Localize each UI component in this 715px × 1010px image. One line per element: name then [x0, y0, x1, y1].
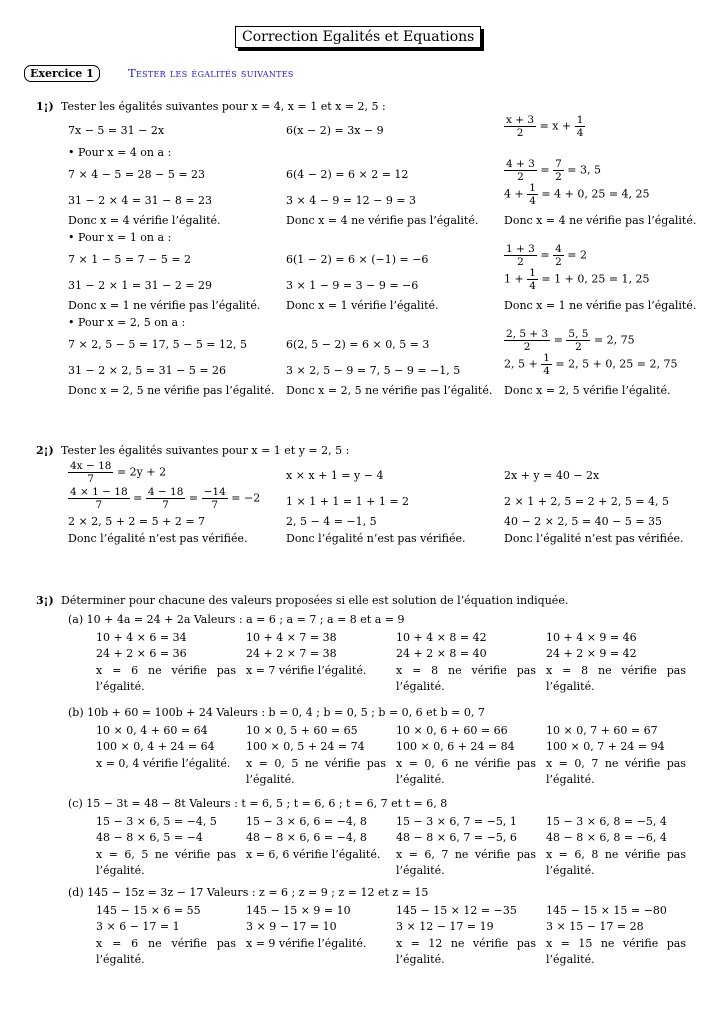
fraction-denominator: 7 [211, 499, 219, 511]
case-b-conclusion: Donc x = 1 vérifie l’égalité. [286, 299, 439, 312]
part-line1: 15 − 3 × 6, 7 = −5, 1 [396, 815, 517, 828]
fraction-denominator: 7 [95, 499, 103, 511]
fraction-numerator: 4 × 1 − 18 [70, 486, 128, 498]
part-line2: 48 − 8 × 6, 8 = −6, 4 [546, 831, 667, 844]
fraction-denominator: 2 [555, 256, 562, 268]
case-intro: • Pour x = 2, 5 on a : [68, 316, 186, 329]
fraction-denominator: 7 [162, 499, 169, 511]
part-line1: 10 × 0, 6 + 60 = 66 [396, 724, 508, 737]
fraction-numerator: 1 [529, 267, 536, 279]
equation-text: 1 + [504, 272, 524, 286]
part-conclusion: x = 8 ne vérifie pas l’égalité. [546, 664, 686, 693]
equals-sign: = [540, 248, 550, 262]
part-line2: 3 × 9 − 17 = 10 [246, 920, 337, 933]
case-intro: • Pour x = 4 on a : [68, 146, 172, 159]
part-line2: 3 × 15 − 17 = 28 [546, 920, 644, 933]
case-b-line1: 6(2, 5 − 2) = 6 × 0, 5 = 3 [286, 338, 430, 351]
q2-a-conclusion: Donc l’égalité n’est pas vérifiée. [68, 532, 248, 545]
part-line1: 10 × 0, 7 + 60 = 67 [546, 724, 658, 737]
fraction-numerator: x + 3 [506, 114, 535, 126]
fraction-numerator: 4 + 3 [506, 158, 535, 170]
equals-sign: = [133, 491, 143, 505]
fraction [504, 158, 537, 183]
part-line1: 145 − 15 × 15 = −80 [546, 904, 667, 917]
case-b-line1: 6(4 − 2) = 6 × 2 = 12 [286, 168, 409, 181]
q1-equation-c [504, 114, 585, 139]
fraction-denominator: 2 [516, 127, 524, 139]
equation-text: = 2 [567, 248, 587, 262]
part-line2: 3 × 12 − 17 = 19 [396, 920, 494, 933]
part-line2: 100 × 0, 4 + 24 = 64 [96, 740, 215, 753]
part-conclusion: x = 12 ne vérifie pas l’égalité. [396, 937, 536, 966]
exercise-title: Tester les égalités suivantes [128, 66, 294, 80]
part-conclusion: x = 15 ne vérifie pas l’égalité. [546, 937, 686, 966]
part-line2: 24 + 2 × 8 = 40 [396, 647, 487, 660]
part-conclusion: x = 0, 5 ne vérifie pas l’égalité. [246, 757, 386, 786]
part-line2: 100 × 0, 6 + 24 = 84 [396, 740, 515, 753]
exercise-label: Exercice 1 [24, 65, 100, 82]
case-b-line2: 3 × 4 − 9 = 12 − 9 = 3 [286, 194, 417, 207]
case-b-line2: 3 × 2, 5 − 9 = 7, 5 − 9 = −1, 5 [286, 364, 461, 377]
part-line2: 100 × 0, 7 + 24 = 94 [546, 740, 665, 753]
fraction [504, 328, 550, 353]
fraction-denominator: 4 [576, 127, 584, 139]
part-conclusion: x = 6, 7 ne vérifie pas l’égalité. [396, 848, 536, 877]
fraction-denominator: 4 [529, 195, 536, 207]
q2-b-conclusion: Donc l’égalité n’est pas vérifiée. [286, 532, 466, 545]
q2-a-line1 [68, 486, 260, 511]
q1-equation-b: 6(x − 2) = 3x − 9 [286, 124, 384, 137]
part-conclusion: x = 6, 5 ne vérifie pas l’égalité. [96, 848, 236, 877]
case-b-line2: 3 × 1 − 9 = 3 − 9 = −6 [286, 279, 419, 292]
part-conclusion: x = 9 vérifie l’égalité. [246, 937, 367, 950]
q2-c-line1: 2 × 1 + 2, 5 = 2 + 2, 5 = 4, 5 [504, 495, 670, 508]
part-line2: 48 − 8 × 6, 6 = −4, 8 [246, 831, 367, 844]
q2-equation-b: x × x + 1 = y − 4 [286, 469, 384, 482]
equation-text: = 1 + 0, 25 = 1, 25 [541, 272, 650, 286]
fraction [541, 352, 552, 377]
case-a-conclusion: Donc x = 1 ne vérifie pas l’égalité. [68, 299, 261, 312]
fraction-numerator: 4 [555, 243, 562, 255]
part-line1: 10 + 4 × 6 = 34 [96, 631, 187, 644]
part-header: (c) 15 − 3t = 48 − 8t Valeurs : t = 6, 5 ; t = 6, 6 ; t = 6, 7 et t = 6, 8 [68, 797, 448, 810]
part-line1: 10 + 4 × 7 = 38 [246, 631, 337, 644]
fraction-numerator: 4 − 18 [147, 486, 184, 498]
fraction-denominator: 4 [543, 365, 550, 377]
case-c-conclusion: Donc x = 4 ne vérifie pas l’égalité. [504, 214, 697, 227]
part-line2: 24 + 2 × 6 = 36 [96, 647, 187, 660]
part-line1: 10 + 4 × 9 = 46 [546, 631, 637, 644]
equals-sign: = [188, 491, 199, 505]
case-a-line1: 7 × 4 − 5 = 28 − 5 = 23 [68, 168, 206, 181]
part-conclusion: x = 6, 6 vérifie l’égalité. [246, 848, 381, 861]
q1-number: 1¡) [36, 100, 54, 113]
part-line1: 15 − 3 × 6, 6 = −4, 8 [246, 815, 367, 828]
fraction-numerator: 1 [576, 114, 584, 126]
part-conclusion: x = 8 ne vérifie pas l’égalité. [396, 664, 536, 693]
fraction [504, 243, 537, 268]
part-line1: 145 − 15 × 6 = 55 [96, 904, 201, 917]
q2-equation-a [68, 460, 166, 485]
case-intro: • Pour x = 1 on a : [68, 231, 172, 244]
equation-text: 2, 5 + [504, 357, 538, 371]
q2-c-conclusion: Donc l’égalité n’est pas vérifiée. [504, 532, 684, 545]
case-a-conclusion: Donc x = 4 vérifie l’égalité. [68, 214, 221, 227]
q2-equation-c: 2x + y = 40 − 2x [504, 469, 600, 482]
part-conclusion: x = 0, 7 ne vérifie pas l’égalité. [546, 757, 686, 786]
q2-statement: Tester les égalités suivantes pour x = 1 et y = 2, 5 : [61, 444, 350, 457]
case-b-conclusion: Donc x = 4 ne vérifie pas l’égalité. [286, 214, 479, 227]
fraction-numerator: 1 + 3 [506, 243, 535, 255]
fraction [527, 182, 538, 207]
q1-equation-a: 7x − 5 = 31 − 2x [68, 124, 165, 137]
part-line2: 100 × 0, 5 + 24 = 74 [246, 740, 365, 753]
part-line1: 10 × 0, 4 + 60 = 64 [96, 724, 208, 737]
fraction-denominator: 7 [87, 473, 95, 485]
fraction-numerator: −14 [203, 486, 226, 498]
equation-text: = x + [539, 119, 572, 133]
q2-b-line2: 2, 5 − 4 = −1, 5 [286, 515, 377, 528]
case-b-line1: 6(1 − 2) = 6 × (−1) = −6 [286, 253, 429, 266]
case-a-line1: 7 × 2, 5 − 5 = 17, 5 − 5 = 12, 5 [68, 338, 248, 351]
fraction-denominator: 2 [517, 256, 524, 268]
fraction-denominator: 2 [555, 171, 562, 183]
fraction-numerator: 1 [529, 182, 536, 194]
fraction-denominator: 2 [575, 341, 582, 353]
fraction-denominator: 2 [523, 341, 531, 353]
equation-text: = −2 [231, 491, 261, 505]
part-line1: 10 × 0, 5 + 60 = 65 [246, 724, 358, 737]
part-line1: 10 + 4 × 8 = 42 [396, 631, 487, 644]
q2-b-line1: 1 × 1 + 1 = 1 + 1 = 2 [286, 495, 410, 508]
case-c-line1 [504, 158, 601, 183]
fraction-denominator: 4 [529, 280, 536, 292]
q1-statement: Tester les égalités suivantes pour x = 4, x = 1 et x = 2, 5 : [61, 100, 386, 113]
equation-text: 4 + [504, 187, 524, 201]
part-line2: 24 + 2 × 9 = 42 [546, 647, 637, 660]
equation-text: = 2y + 2 [116, 465, 167, 479]
fraction-numerator: 1 [543, 352, 550, 364]
case-c-line1 [504, 243, 587, 268]
part-line2: 48 − 8 × 6, 7 = −5, 6 [396, 831, 517, 844]
case-a-conclusion: Donc x = 2, 5 ne vérifie pas l’égalité. [68, 384, 275, 397]
case-c-conclusion: Donc x = 2, 5 vérifie l’égalité. [504, 384, 671, 397]
fraction [553, 158, 564, 183]
equals-sign: = [540, 163, 550, 177]
case-a-line2: 31 − 2 × 2, 5 = 31 − 5 = 26 [68, 364, 227, 377]
q2-number: 2¡) [36, 444, 54, 457]
fraction-numerator: 2, 5 + 3 [506, 328, 549, 340]
case-b-conclusion: Donc x = 2, 5 ne vérifie pas l’égalité. [286, 384, 493, 397]
fraction-numerator: 4x − 18 [70, 460, 112, 472]
part-conclusion: x = 7 vérifie l’égalité. [246, 664, 367, 677]
part-line2: 48 − 8 × 6, 5 = −4 [96, 831, 203, 844]
equals-sign: = [553, 333, 563, 347]
part-line2: 3 × 6 − 17 = 1 [96, 920, 180, 933]
part-header: (a) 10 + 4a = 24 + 2a Valeurs : a = 6 ; a = 7 ; a = 8 et a = 9 [68, 613, 405, 626]
fraction [566, 328, 590, 353]
q3-number: 3¡) [36, 594, 54, 607]
part-header: (b) 10b + 60 = 100b + 24 Valeurs : b = 0, 4 ; b = 0, 5 ; b = 0, 6 et b = 0, 7 [68, 706, 485, 719]
part-conclusion: x = 0, 6 ne vérifie pas l’égalité. [396, 757, 536, 786]
part-conclusion: x = 6 ne vérifie pas l’égalité. [96, 664, 236, 693]
case-a-line2: 31 − 2 × 1 = 31 − 2 = 29 [68, 279, 213, 292]
part-line1: 15 − 3 × 6, 5 = −4, 5 [96, 815, 217, 828]
part-conclusion: x = 0, 4 vérifie l’égalité. [96, 757, 231, 770]
part-line2: 24 + 2 × 7 = 38 [246, 647, 337, 660]
case-c-line2 [504, 267, 650, 292]
part-conclusion: x = 6, 8 ne vérifie pas l’égalité. [546, 848, 686, 877]
fraction-numerator: 5, 5 [568, 328, 589, 340]
page-title: Correction Egalités et Equations [235, 26, 481, 48]
part-line1: 145 − 15 × 12 = −35 [396, 904, 517, 917]
case-a-line1: 7 × 1 − 5 = 7 − 5 = 2 [68, 253, 192, 266]
case-c-conclusion: Donc x = 1 ne vérifie pas l’égalité. [504, 299, 697, 312]
part-line1: 145 − 15 × 9 = 10 [246, 904, 351, 917]
fraction-numerator: 7 [555, 158, 562, 170]
q2-a-line2: 2 × 2, 5 + 2 = 5 + 2 = 7 [68, 515, 206, 528]
q3-statement: Déterminer pour chacune des valeurs proposées si elle est solution de l’équation indiquée. [61, 594, 569, 607]
case-c-line1 [504, 328, 635, 353]
q2-c-line2: 40 − 2 × 2, 5 = 40 − 5 = 35 [504, 515, 663, 528]
part-conclusion: x = 6 ne vérifie pas l’égalité. [96, 937, 236, 966]
part-header: (d) 145 − 15z = 3z − 17 Valeurs : z = 6 ; z = 9 ; z = 12 et z = 15 [68, 886, 429, 899]
equation-text: = 4 + 0, 25 = 4, 25 [541, 187, 650, 201]
fraction [527, 267, 538, 292]
case-c-line2 [504, 352, 678, 377]
equation-text: = 2, 5 + 0, 25 = 2, 75 [555, 357, 678, 371]
part-line1: 15 − 3 × 6, 8 = −5, 4 [546, 815, 667, 828]
case-c-line2 [504, 182, 650, 207]
fraction-denominator: 2 [517, 171, 524, 183]
case-a-line2: 31 − 2 × 4 = 31 − 8 = 23 [68, 194, 213, 207]
fraction [553, 243, 564, 268]
equation-text: = 3, 5 [567, 163, 601, 177]
equation-text: = 2, 75 [593, 333, 635, 347]
